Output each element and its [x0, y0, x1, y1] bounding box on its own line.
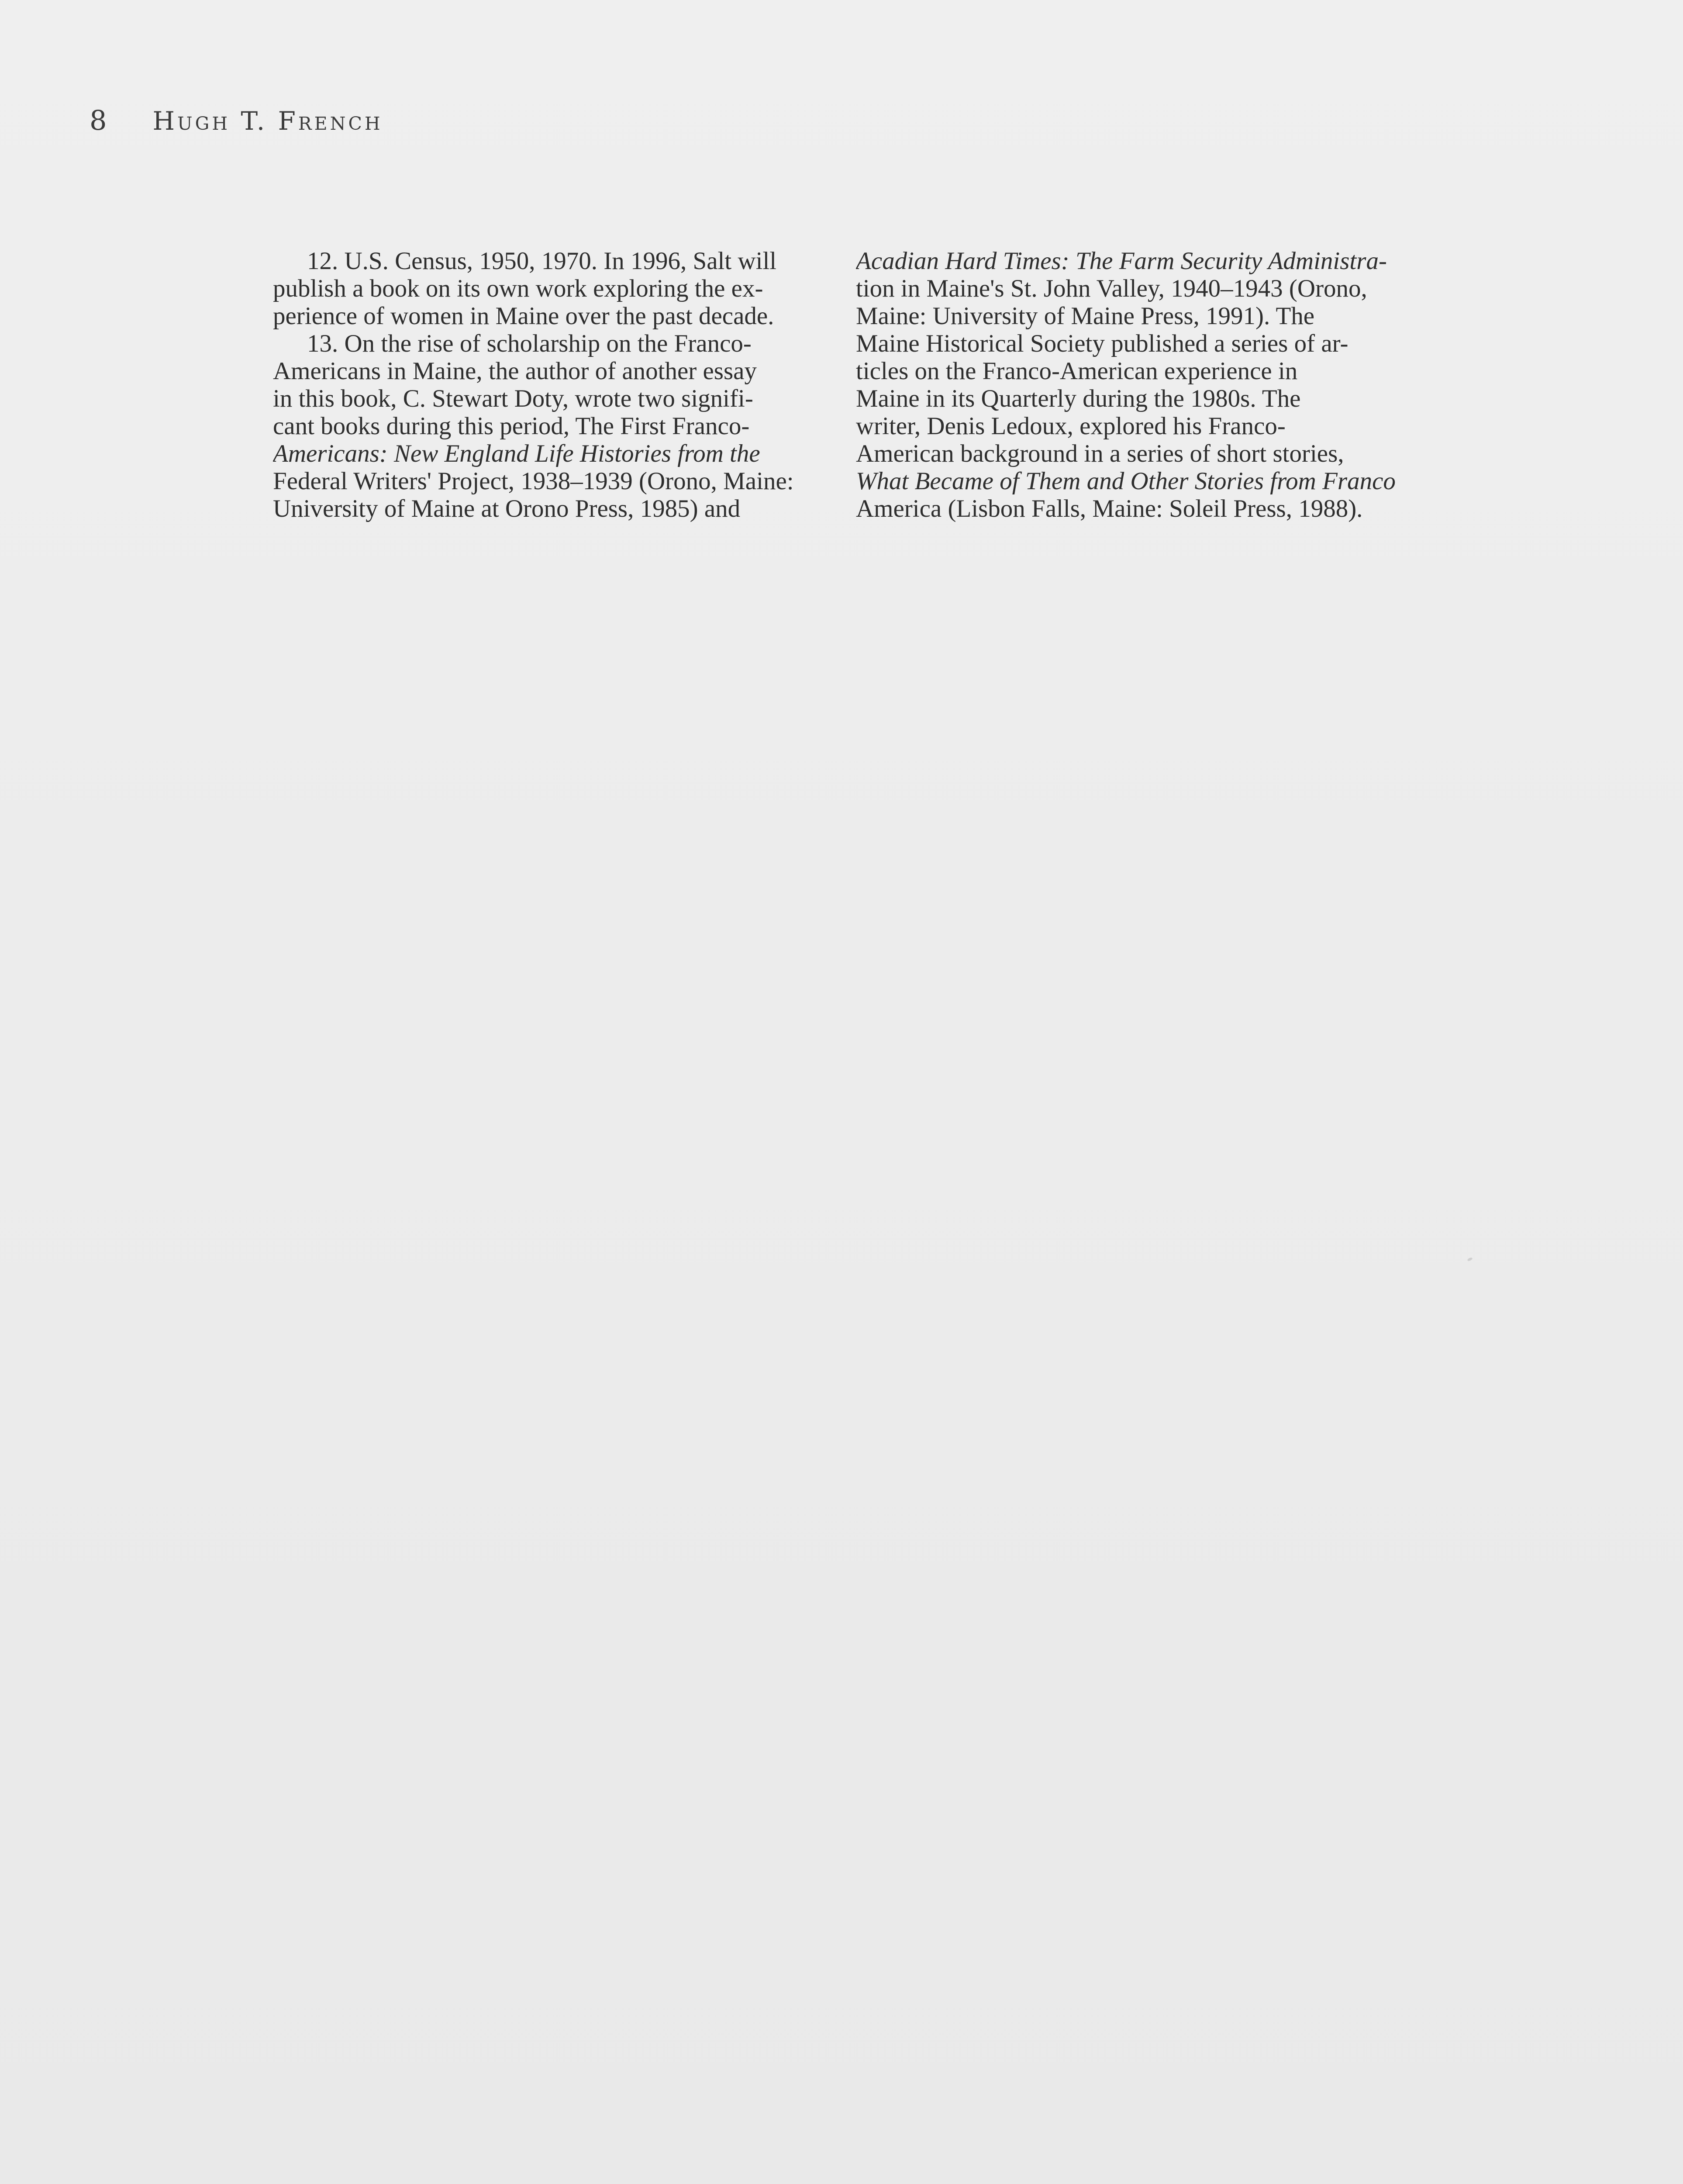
note-line: University of Maine at Orono Press, 1985) and — [273, 495, 741, 522]
note-line: America (Lisbon Falls, Maine: Soleil Press, 1988). — [856, 495, 1363, 522]
note-line: 13. On the rise of scholarship on the Franco- — [307, 330, 752, 357]
note-line: writer, Denis Ledoux, explored his Franco- — [856, 412, 1286, 440]
endnotes — [273, 247, 1400, 522]
note-line: in this book, C. Stewart Doty, wrote two signifi- — [273, 385, 753, 412]
note-line: Americans in Maine, the author of another essay — [273, 357, 757, 385]
note-line: Federal Writers' Project, 1938–1939 (Orono, Maine: — [273, 467, 794, 495]
page-number: 8 — [90, 104, 107, 136]
note-line: 12. U.S. Census, 1950, 1970. In 1996, Salt will — [307, 247, 777, 275]
paper-speck — [1467, 1257, 1473, 1262]
note-line: ticles on the Franco-American experience in — [856, 357, 1298, 385]
notes-left-column — [273, 247, 817, 522]
note-line: Maine in its Quarterly during the 1980s. The — [856, 385, 1301, 412]
note-line: tion in Maine's St. John Valley, 1940–1943 (Orono, — [856, 275, 1367, 302]
note-line: What Became of Them and Other Stories from Franco — [856, 467, 1396, 495]
note-line: Acadian Hard Times: The Farm Security Administra- — [856, 247, 1387, 275]
note-line: Maine: University of Maine Press, 1991). The — [856, 302, 1315, 330]
note-line: publish a book on its own work exploring the ex- — [273, 275, 763, 302]
note-line: Maine Historical Society published a series of ar- — [856, 330, 1348, 357]
notes-right-column — [856, 247, 1400, 522]
note-line: perience of women in Maine over the past decade. — [273, 302, 774, 330]
note-line: cant books during this period, The First Franco- — [273, 412, 750, 440]
note-line: Americans: New England Life Histories from the — [273, 440, 760, 467]
note-line: American background in a series of short stories, — [856, 440, 1344, 467]
running-head: Hugh T. French — [152, 106, 383, 136]
page-header — [90, 104, 383, 136]
